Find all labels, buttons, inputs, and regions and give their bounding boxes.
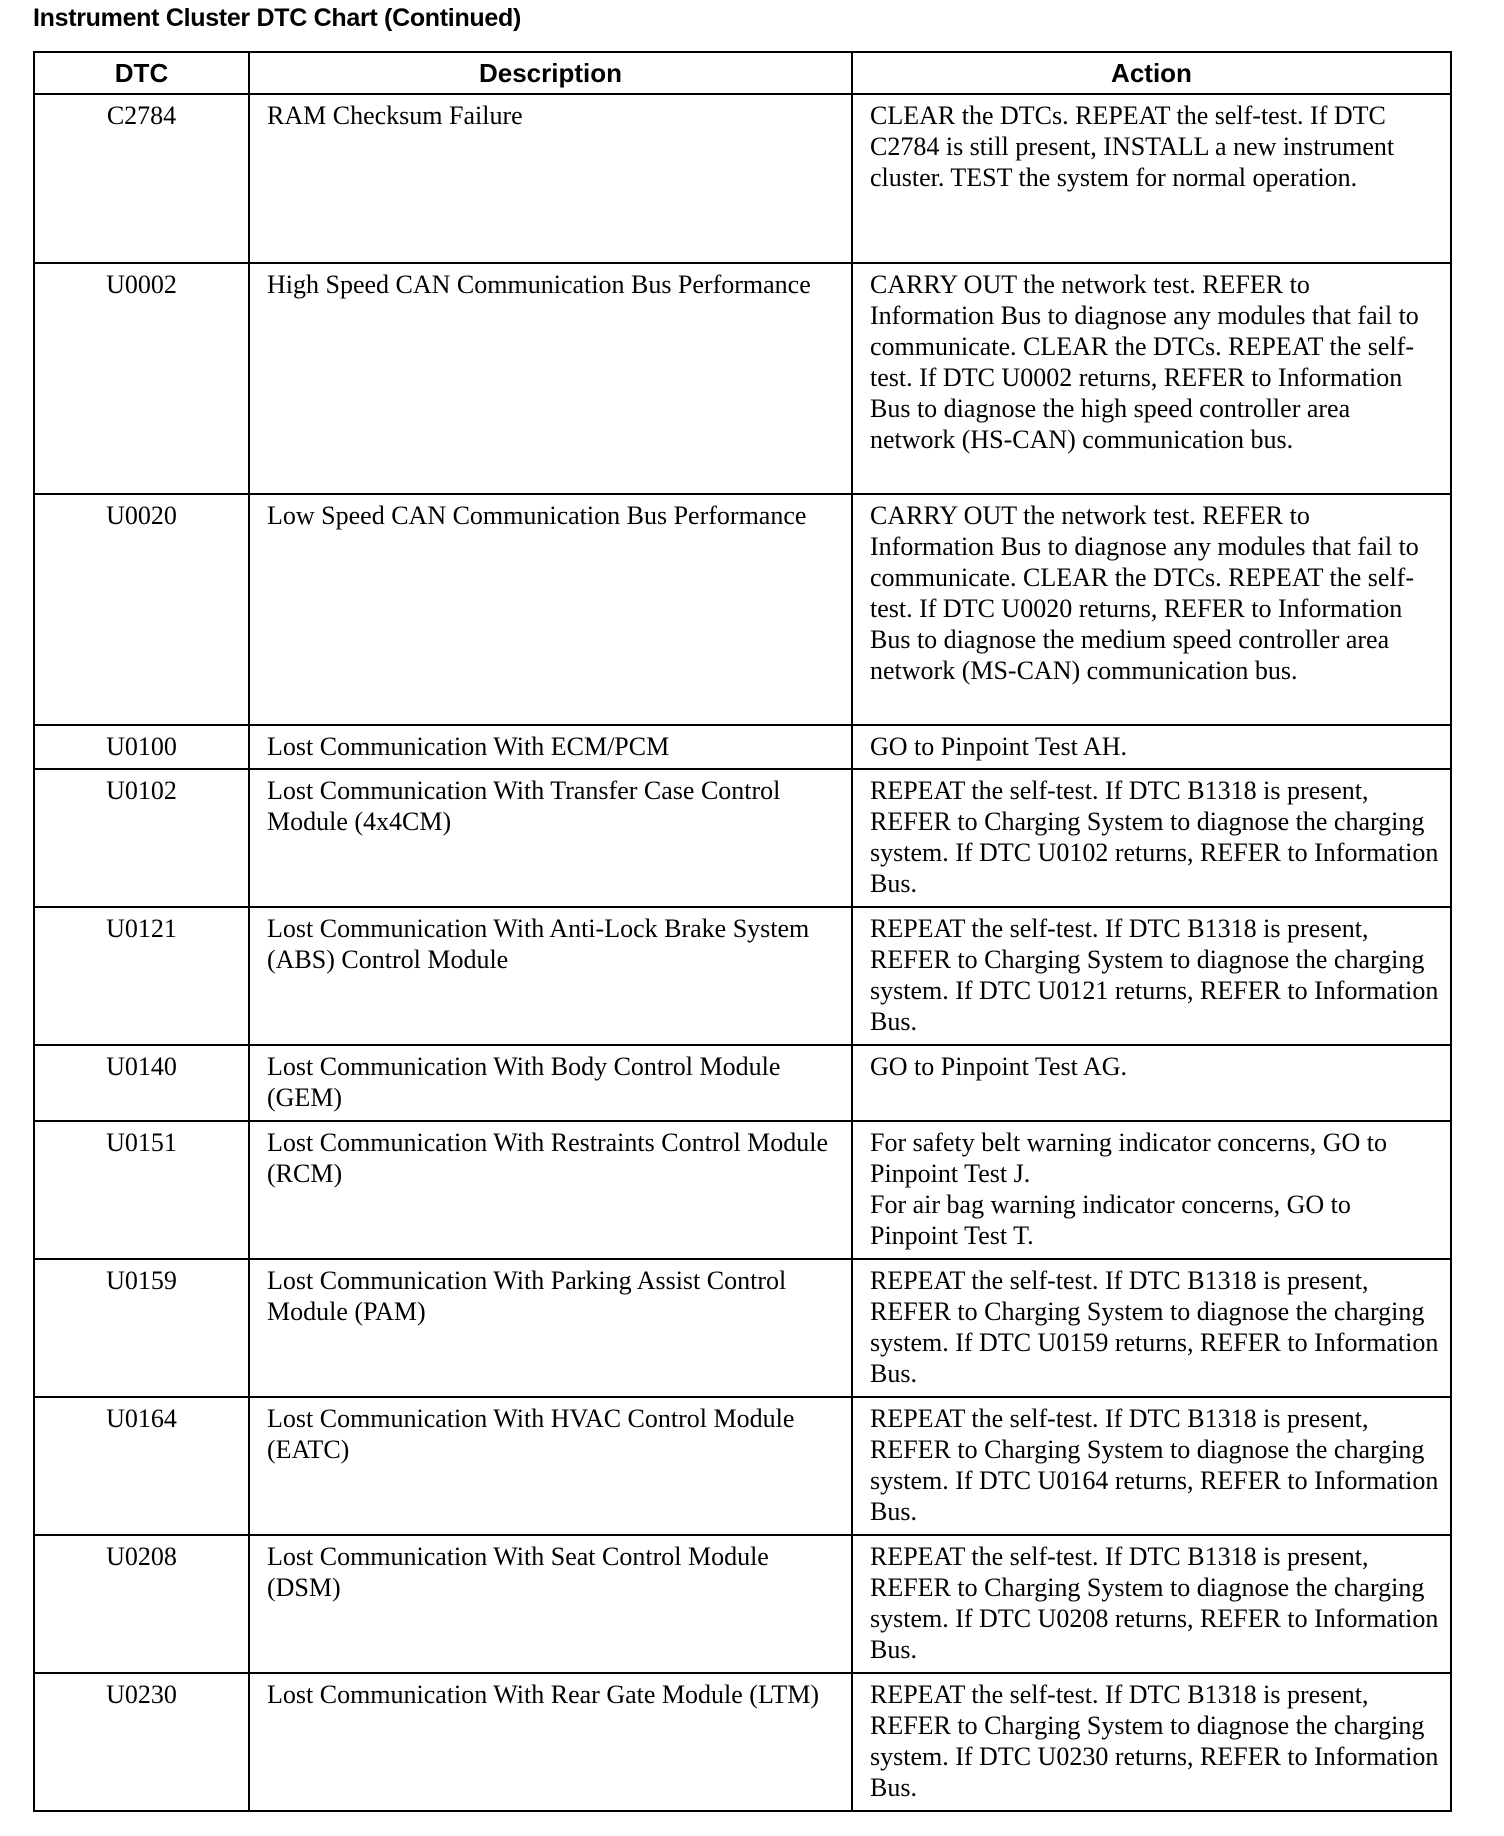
dtc-code: C2784 — [34, 94, 249, 263]
table-row — [34, 263, 1451, 494]
column-header-description: Description — [249, 52, 852, 94]
table-row — [34, 769, 1451, 907]
table-row — [34, 1045, 1451, 1121]
dtc-action — [852, 1121, 1451, 1259]
dtc-description: Low Speed CAN Communication Bus Performance — [249, 494, 852, 725]
dtc-description: Lost Communication With HVAC Control Module (EATC) — [249, 1397, 852, 1535]
column-header-dtc: DTC — [34, 52, 249, 94]
table-row — [34, 907, 1451, 1045]
column-header-action: Action — [852, 52, 1451, 94]
dtc-action: REPEAT the self-test. If DTC B1318 is present, REFER to Charging System to diagnose the charging system. If DTC U0159 returns, REFER to Information Bus. — [852, 1259, 1451, 1397]
table-row — [34, 1535, 1451, 1673]
dtc-description: Lost Communication With Body Control Module (GEM) — [249, 1045, 852, 1121]
dtc-action: CLEAR the DTCs. REPEAT the self-test. If DTC C2784 is still present, INSTALL a new instrument cluster. TEST the system for normal operation. — [852, 94, 1451, 263]
dtc-description: Lost Communication With Anti-Lock Brake System (ABS) Control Module — [249, 907, 852, 1045]
dtc-description: Lost Communication With Seat Control Module (DSM) — [249, 1535, 852, 1673]
dtc-action: GO to Pinpoint Test AH. — [852, 725, 1451, 769]
dtc-code: U0159 — [34, 1259, 249, 1397]
dtc-code: U0140 — [34, 1045, 249, 1121]
dtc-code: U0002 — [34, 263, 249, 494]
dtc-code: U0208 — [34, 1535, 249, 1673]
dtc-code: U0164 — [34, 1397, 249, 1535]
dtc-action: CARRY OUT the network test. REFER to Information Bus to diagnose any modules that fail to communicate. CLEAR the DTCs. REPEAT the self-test. If DTC U0002 returns, REFER to Information Bus to diagnose the high speed controller area network (HS-CAN) communication bus. — [852, 263, 1451, 494]
dtc-table — [33, 51, 1452, 1812]
dtc-action-line: For air bag warning indicator concerns, GO to Pinpoint Test T. — [870, 1190, 1351, 1250]
table-row — [34, 1121, 1451, 1259]
dtc-description: Lost Communication With Rear Gate Module (LTM) — [249, 1673, 852, 1811]
table-row — [34, 1259, 1451, 1397]
dtc-action: REPEAT the self-test. If DTC B1318 is present, REFER to Charging System to diagnose the charging system. If DTC U0164 returns, REFER to Information Bus. — [852, 1397, 1451, 1535]
table-row — [34, 725, 1451, 769]
dtc-code: U0121 — [34, 907, 249, 1045]
dtc-action-line: For safety belt warning indicator concerns, GO to Pinpoint Test J. — [870, 1128, 1387, 1188]
page-title: Instrument Cluster DTC Chart (Continued) — [33, 4, 521, 32]
dtc-description: Lost Communication With Restraints Control Module (RCM) — [249, 1121, 852, 1259]
table-header-row — [34, 52, 1451, 94]
table-row — [34, 1673, 1451, 1811]
dtc-description: Lost Communication With Transfer Case Control Module (4x4CM) — [249, 769, 852, 907]
dtc-action: REPEAT the self-test. If DTC B1318 is present, REFER to Charging System to diagnose the charging system. If DTC U0230 returns, REFER to Information Bus. — [852, 1673, 1451, 1811]
dtc-description: Lost Communication With ECM/PCM — [249, 725, 852, 769]
dtc-code: U0230 — [34, 1673, 249, 1811]
dtc-action: CARRY OUT the network test. REFER to Information Bus to diagnose any modules that fail to communicate. CLEAR the DTCs. REPEAT the self-test. If DTC U0020 returns, REFER to Information Bus to diagnose the medium speed controller area network (MS-CAN) communication bus. — [852, 494, 1451, 725]
dtc-description: Lost Communication With Parking Assist Control Module (PAM) — [249, 1259, 852, 1397]
table-row — [34, 94, 1451, 263]
dtc-action: REPEAT the self-test. If DTC B1318 is present, REFER to Charging System to diagnose the charging system. If DTC U0208 returns, REFER to Information Bus. — [852, 1535, 1451, 1673]
dtc-code: U0151 — [34, 1121, 249, 1259]
dtc-description: High Speed CAN Communication Bus Performance — [249, 263, 852, 494]
dtc-action: REPEAT the self-test. If DTC B1318 is present, REFER to Charging System to diagnose the charging system. If DTC U0121 returns, REFER to Information Bus. — [852, 907, 1451, 1045]
dtc-action: GO to Pinpoint Test AG. — [852, 1045, 1451, 1121]
dtc-code: U0102 — [34, 769, 249, 907]
table-row — [34, 494, 1451, 725]
dtc-code: U0020 — [34, 494, 249, 725]
dtc-action: REPEAT the self-test. If DTC B1318 is present, REFER to Charging System to diagnose the charging system. If DTC U0102 returns, REFER to Information Bus. — [852, 769, 1451, 907]
dtc-code: U0100 — [34, 725, 249, 769]
table-row — [34, 1397, 1451, 1535]
dtc-description: RAM Checksum Failure — [249, 94, 852, 263]
